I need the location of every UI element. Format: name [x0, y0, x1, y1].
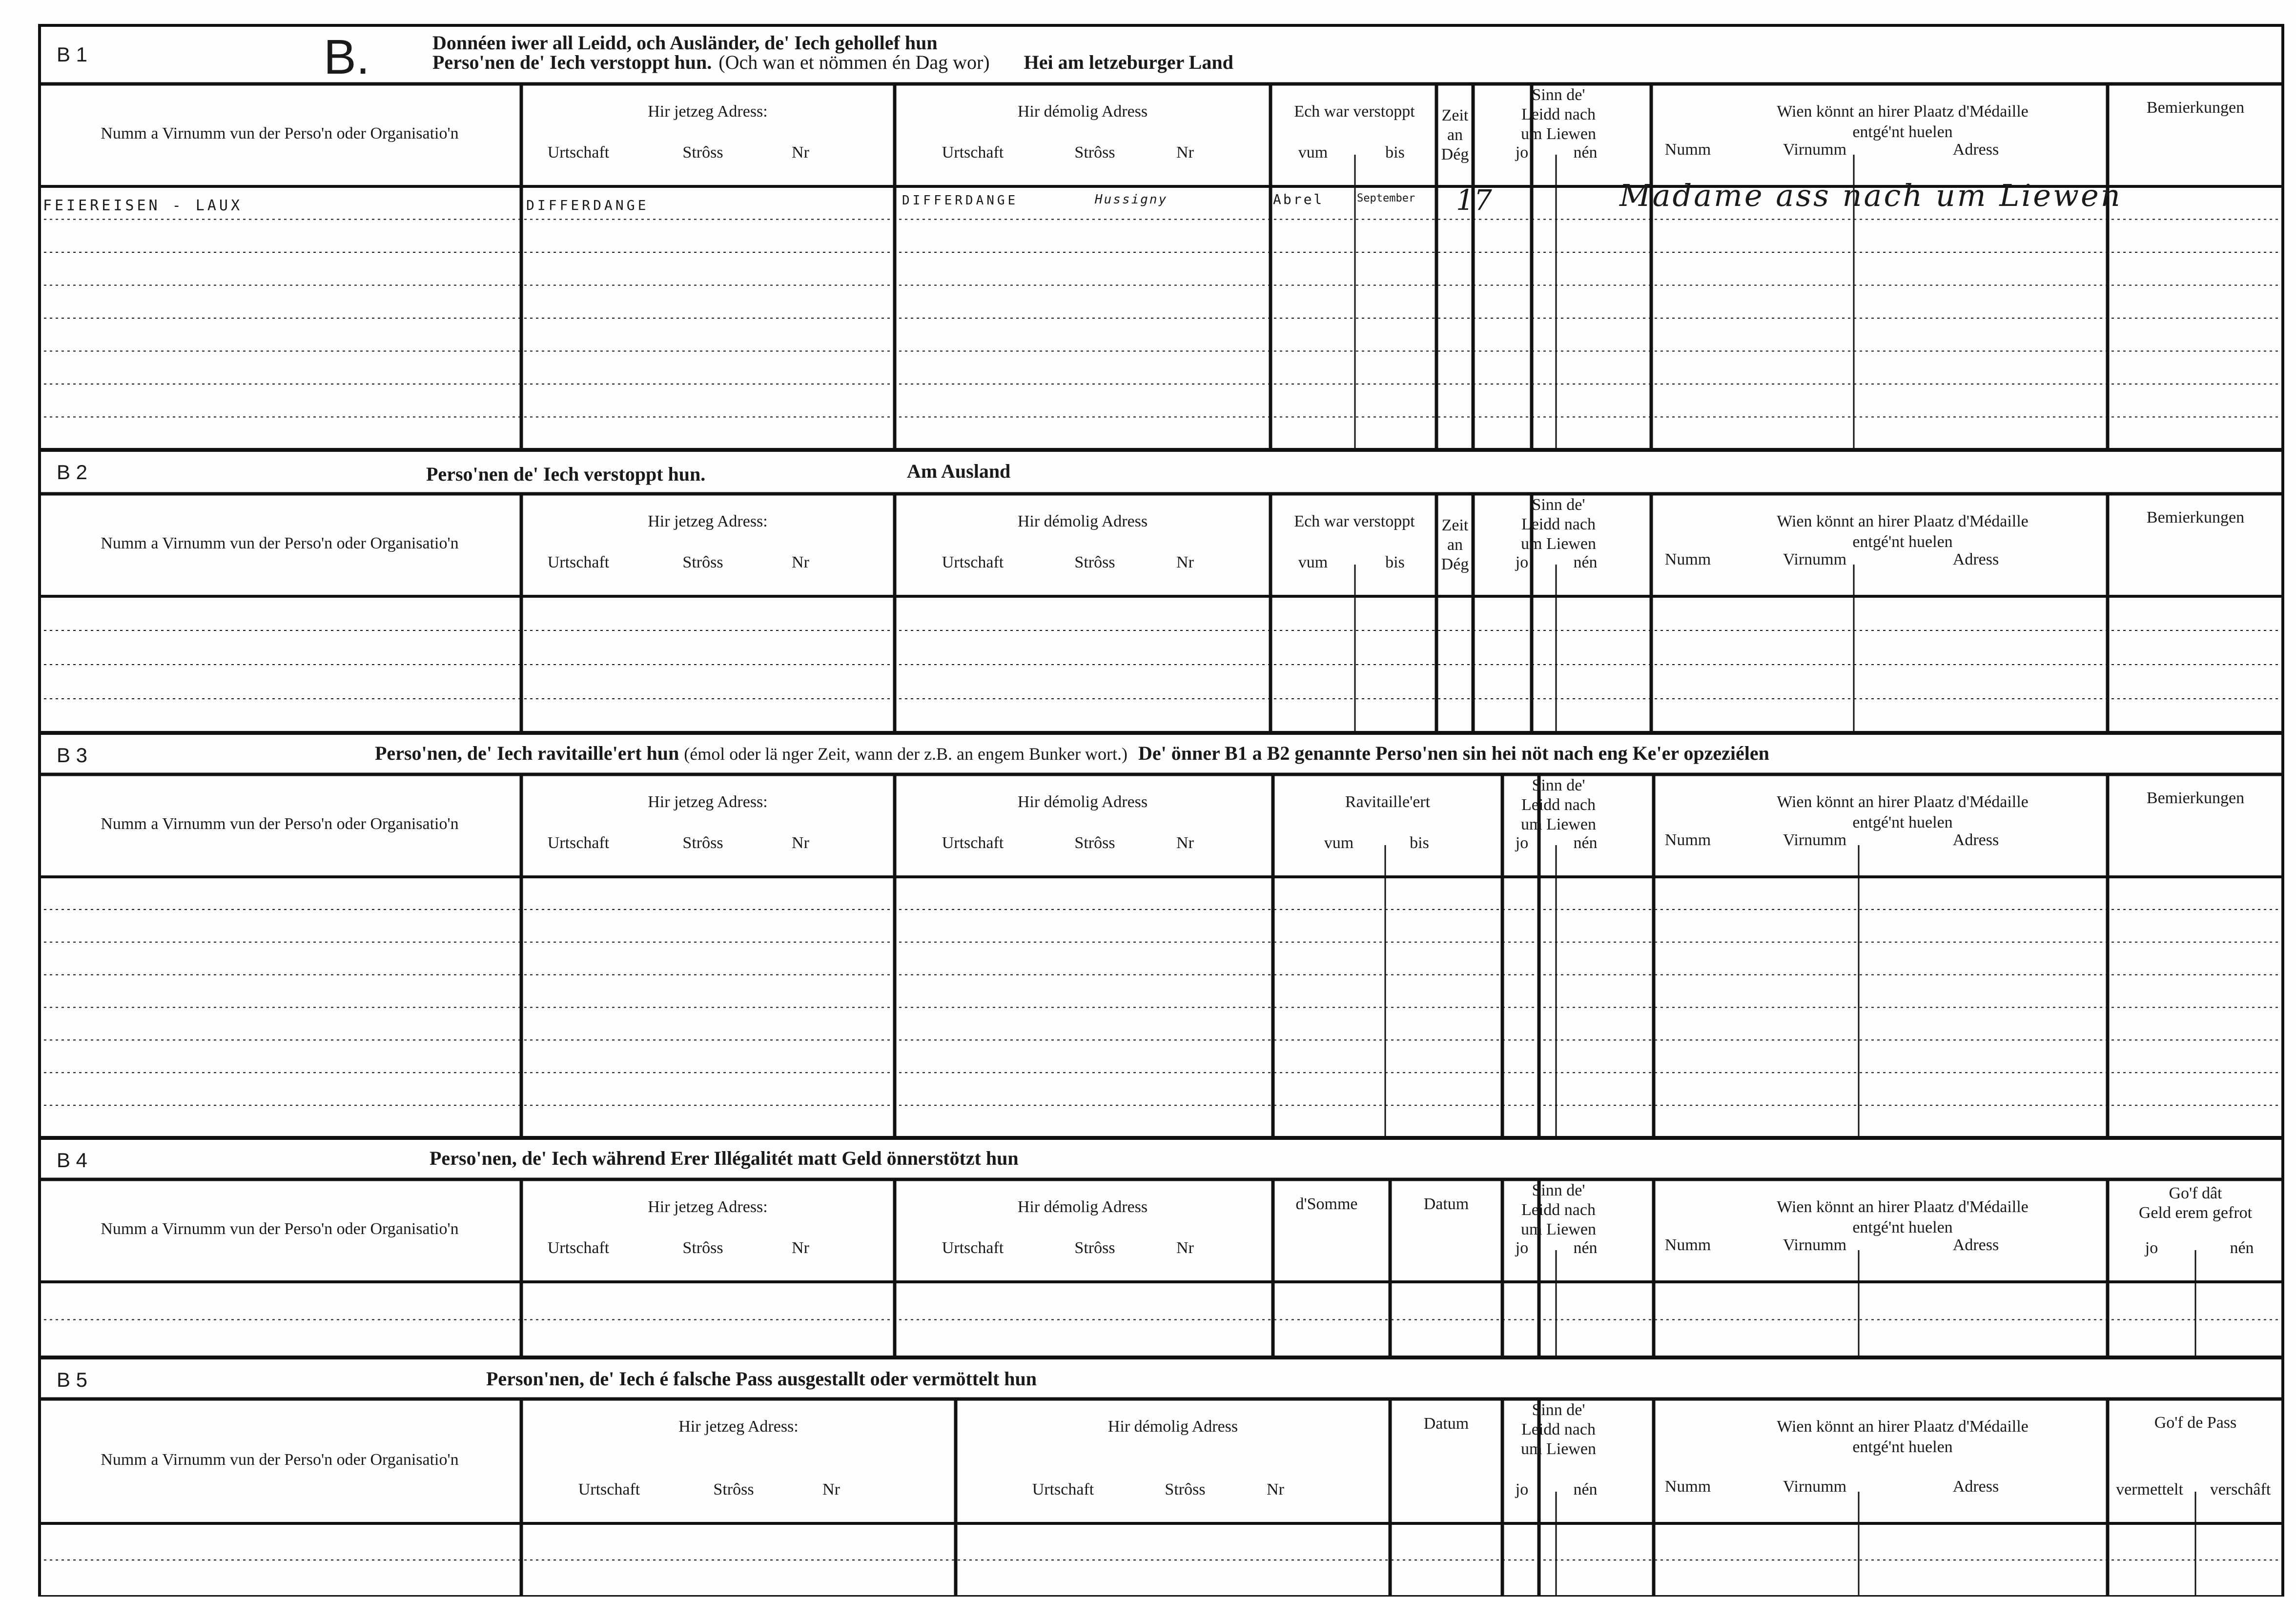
b2-col-medal-name: Numm — [1664, 550, 1711, 568]
b1-col-current-nr: Nr — [792, 143, 809, 162]
b1-col-days-2: an — [1447, 126, 1463, 144]
b2-col-alive-yes: jo — [1515, 553, 1529, 571]
b1-col-hidden-header: Ech war verstoppt — [1294, 102, 1415, 121]
b4-col-former-address-header: Hir démolig Adress — [1017, 1198, 1148, 1216]
b4-col-gift-no: nén — [2230, 1239, 2254, 1257]
b1-col-medal-2: entgé'nt huelen — [1852, 123, 1953, 141]
b5-col-medal-name: Numm — [1664, 1478, 1711, 1496]
b3-col-current-place: Urtschaft — [547, 834, 610, 852]
b2-col-days-1: Zeit — [1441, 516, 1469, 534]
b1-entry-former-street: Hussigny — [1095, 192, 1168, 207]
b1-col-medal-1: Wien könnt an hirer Plaatz d'Médaille — [1777, 102, 2029, 121]
b1-col-current-address-header: Hir jetzeg Adress: — [648, 102, 768, 121]
b2-col-days-2: an — [1447, 536, 1463, 554]
b5-col-current-address-header: Hir jetzeg Adress: — [678, 1418, 799, 1436]
b5-col-former-street: Strôss — [1165, 1480, 1206, 1499]
b1-col-hidden-to: bis — [1385, 143, 1405, 162]
b5-col-alive-2: Leidd nach — [1521, 1420, 1596, 1438]
b5-col-former-nr: Nr — [1267, 1480, 1284, 1499]
b1-col-remarks-header: Bemierkungen — [2146, 99, 2245, 117]
b1-entry-hidden-to: September — [1357, 192, 1415, 204]
b4-col-current-street: Strôss — [682, 1239, 723, 1257]
b1-col-former-street: Strôss — [1074, 143, 1115, 162]
b5-col-current-street: Strôss — [713, 1480, 754, 1499]
b1-col-alive-yes: jo — [1515, 143, 1529, 162]
b1-col-medal-address: Adress — [1952, 141, 1999, 159]
b1-entry-former-place: DIFFERDANGE — [902, 193, 1019, 208]
b1-title-2a: Perso'nen de' Iech verstoppt hun. — [432, 51, 712, 73]
b5-col-date-header: Datum — [1423, 1415, 1469, 1433]
b1-col-days-3: Dég — [1441, 145, 1469, 163]
b3-title-a: Perso'nen, de' Iech ravitaille'ert hun — [375, 742, 679, 764]
b2-col-current-street: Strôss — [682, 553, 723, 571]
b1-entry-current-place: DIFFERDANGE — [526, 197, 649, 213]
b1-col-medal-firstname: Virnumm — [1783, 141, 1847, 159]
b1-col-alive-no: nén — [1573, 143, 1598, 162]
b5-section-id: B 5 — [57, 1368, 88, 1391]
b1-big-letter: B. — [324, 30, 370, 84]
b2-col-remarks-header: Bemierkungen — [2146, 508, 2245, 527]
b4-col-current-address-header: Hir jetzeg Adress: — [648, 1198, 768, 1216]
b3-col-former-nr: Nr — [1176, 834, 1194, 852]
b5-col-medal-address: Adress — [1952, 1478, 1999, 1496]
b3-col-medal-address: Adress — [1952, 831, 1999, 849]
b4-col-medal-firstname: Virnumm — [1783, 1236, 1847, 1254]
b3-col-alive-1: Sinn de' — [1532, 776, 1585, 794]
b5-col-pass-made: verschâft — [2210, 1480, 2271, 1499]
b5-col-alive-1: Sinn de' — [1532, 1401, 1585, 1419]
b3-col-current-nr: Nr — [792, 834, 809, 852]
b5-col-medal-2: entgé'nt huelen — [1852, 1438, 1953, 1456]
b5-col-current-nr: Nr — [822, 1480, 840, 1499]
b5-col-former-address-header: Hir démolig Adress — [1107, 1418, 1238, 1436]
b5-col-medal-firstname: Virnumm — [1783, 1478, 1847, 1496]
b4-col-gift-2: Geld erem gefrot — [2138, 1204, 2253, 1222]
b1-entry-hidden-from: Abrel — [1273, 191, 1324, 207]
b2-col-former-place: Urtschaft — [942, 553, 1004, 571]
b5-title: Person'nen, de' Iech é falsche Pass ausgestallt oder vermöttelt hun — [486, 1368, 1037, 1390]
b1-col-medal-name: Numm — [1664, 141, 1711, 159]
b2-col-medal-2: entgé'nt huelen — [1852, 533, 1953, 551]
b2-col-current-place: Urtschaft — [547, 553, 610, 571]
b2-col-current-address-header: Hir jetzeg Adress: — [648, 512, 768, 530]
b1-title-line-2 — [432, 51, 1233, 74]
b4-col-medal-2: entgé'nt huelen — [1852, 1218, 1953, 1236]
b4-col-former-street: Strôss — [1074, 1239, 1115, 1257]
b4-col-date-header: Datum — [1423, 1195, 1469, 1213]
b1-col-alive-3: um Liewen — [1521, 125, 1596, 143]
b1-col-former-place: Urtschaft — [942, 143, 1004, 162]
b4-col-gift-1: Go'f dât — [2169, 1184, 2222, 1202]
b2-col-hidden-header: Ech war verstoppt — [1294, 512, 1415, 530]
b1-col-current-place: Urtschaft — [547, 143, 610, 162]
b2-section-id: B 2 — [57, 461, 88, 484]
b4-col-sum-header: d'Somme — [1295, 1195, 1358, 1213]
b2-col-medal-firstname: Virnumm — [1783, 550, 1847, 568]
b2-title: Perso'nen de' Iech verstoppt hun. — [426, 463, 706, 485]
b2-col-alive-1: Sinn de' — [1532, 496, 1585, 514]
b3-title — [375, 742, 1769, 765]
b4-col-medal-name: Numm — [1664, 1236, 1711, 1254]
b3-col-former-address-header: Hir démolig Adress — [1017, 793, 1148, 811]
b3-col-supplied-to: bis — [1410, 834, 1429, 852]
b4-col-former-nr: Nr — [1176, 1239, 1194, 1257]
b4-col-alive-2: Leidd nach — [1521, 1201, 1596, 1219]
b3-title-b: (émol oder lä nger Zeit, wann der z.B. an engem Bunker wort.) — [684, 744, 1128, 764]
b4-col-medal-address: Adress — [1952, 1236, 1999, 1254]
b4-col-alive-1: Sinn de' — [1532, 1181, 1585, 1199]
b2-col-former-nr: Nr — [1176, 553, 1194, 571]
b3-col-medal-firstname: Virnumm — [1783, 831, 1847, 849]
b2-col-alive-2: Leidd nach — [1521, 515, 1596, 533]
b4-col-former-place: Urtschaft — [942, 1239, 1004, 1257]
b2-col-alive-3: um Liewen — [1521, 535, 1596, 553]
b5-col-alive-3: um Liewen — [1521, 1440, 1596, 1458]
b4-col-alive-yes: jo — [1515, 1239, 1529, 1257]
b4-col-name-header: Numm a Virnumm vun der Perso'n oder Organisatio'n — [101, 1220, 459, 1238]
b2-col-name-header: Numm a Virnumm vun der Perso'n oder Organisatio'n — [101, 534, 459, 552]
b4-col-gift-yes: jo — [2145, 1239, 2158, 1257]
b5-col-alive-yes: jo — [1515, 1480, 1529, 1499]
b4-col-current-place: Urtschaft — [547, 1239, 610, 1257]
b3-col-alive-no: nén — [1573, 834, 1598, 852]
b1-title-line-1: Donnéen iwer all Leidd, och Ausländer, de' Iech gehollef hun — [432, 32, 938, 54]
b1-col-former-nr: Nr — [1176, 143, 1194, 162]
b1-section-id: B 1 — [57, 43, 88, 66]
b5-col-medal-1: Wien könnt an hirer Plaatz d'Médaille — [1777, 1418, 2029, 1436]
b2-col-hidden-from: vum — [1298, 553, 1328, 571]
b4-col-current-nr: Nr — [792, 1239, 809, 1257]
b1-col-name-header: Numm a Virnumm vun der Perso'n oder Organisatio'n — [101, 124, 459, 142]
b1-col-days-1: Zeit — [1441, 106, 1469, 124]
b3-col-alive-2: Leidd nach — [1521, 796, 1596, 814]
b3-col-alive-3: um Liewen — [1521, 815, 1596, 833]
b1-title-2c: Hei am letzeburger Land — [1024, 51, 1233, 73]
b3-title-c: De' önner B1 a B2 genannte Perso'nen sin hei nöt nach eng Ke'er opzeziélen — [1138, 742, 1769, 764]
b3-col-supplied-header: Ravitaille'ert — [1345, 793, 1431, 811]
b2-col-hidden-to: bis — [1385, 553, 1405, 571]
b3-col-former-place: Urtschaft — [942, 834, 1004, 852]
b3-col-current-address-header: Hir jetzeg Adress: — [648, 793, 768, 811]
b2-col-medal-address: Adress — [1952, 550, 1999, 568]
b1-col-alive-2: Leidd nach — [1521, 105, 1596, 123]
b1-col-former-address-header: Hir démolig Adress — [1017, 102, 1148, 121]
b5-col-former-place: Urtschaft — [1032, 1480, 1094, 1499]
b3-col-remarks-header: Bemierkungen — [2146, 789, 2245, 807]
b3-col-name-header: Numm a Virnumm vun der Perso'n oder Organisatio'n — [101, 815, 459, 833]
b3-col-alive-yes: jo — [1515, 834, 1529, 852]
b2-col-medal-1: Wien könnt an hirer Plaatz d'Médaille — [1777, 512, 2029, 530]
resistance-form-sheet — [38, 20, 2284, 1597]
b1-col-hidden-from: vum — [1298, 143, 1328, 162]
b2-col-alive-no: nén — [1573, 553, 1598, 571]
b3-col-medal-1: Wien könnt an hirer Plaatz d'Médaille — [1777, 793, 2029, 811]
b5-col-pass-header: Go'f de Pass — [2154, 1414, 2237, 1432]
b3-col-current-street: Strôss — [682, 834, 723, 852]
b1-entry-name: FEIEREISEN - LAUX — [43, 197, 243, 214]
b2-col-former-address-header: Hir démolig Adress — [1017, 512, 1148, 530]
b2-col-current-nr: Nr — [792, 553, 809, 571]
b4-col-medal-1: Wien könnt an hirer Plaatz d'Médaille — [1777, 1198, 2029, 1216]
b5-col-name-header: Numm a Virnumm vun der Perso'n oder Organisatio'n — [101, 1450, 459, 1469]
b2-col-days-3: Dég — [1441, 555, 1469, 573]
b1-entry-medal-name: Madame ass nach um Liewen — [1620, 178, 2122, 213]
b3-col-former-street: Strôss — [1074, 834, 1115, 852]
b3-section-id: B 3 — [57, 744, 88, 767]
b3-col-supplied-from: vum — [1324, 834, 1354, 852]
b2-col-former-street: Strôss — [1074, 553, 1115, 571]
b5-col-pass-given: vermettelt — [2116, 1480, 2183, 1499]
b1-entry-days: 17 — [1456, 183, 1492, 217]
b4-col-alive-3: um Liewen — [1521, 1220, 1596, 1238]
b4-col-alive-no: nén — [1573, 1239, 1598, 1257]
b5-col-alive-no: nén — [1573, 1480, 1598, 1499]
b4-title: Perso'nen, de' Iech während Erer Illégalitét matt Geld önnerstötzt hun — [430, 1147, 1019, 1169]
b3-col-medal-2: entgé'nt huelen — [1852, 813, 1953, 831]
b1-col-current-street: Strôss — [682, 143, 723, 162]
b2-title-abroad: Am Ausland — [907, 460, 1011, 482]
b1-title-2b: (Och wan et nömmen én Dag wor) — [718, 51, 990, 73]
b4-section-id: B 4 — [57, 1149, 88, 1172]
b5-col-current-place: Urtschaft — [578, 1480, 640, 1499]
b3-col-medal-name: Numm — [1664, 831, 1711, 849]
b1-col-alive-1: Sinn de' — [1532, 86, 1585, 104]
